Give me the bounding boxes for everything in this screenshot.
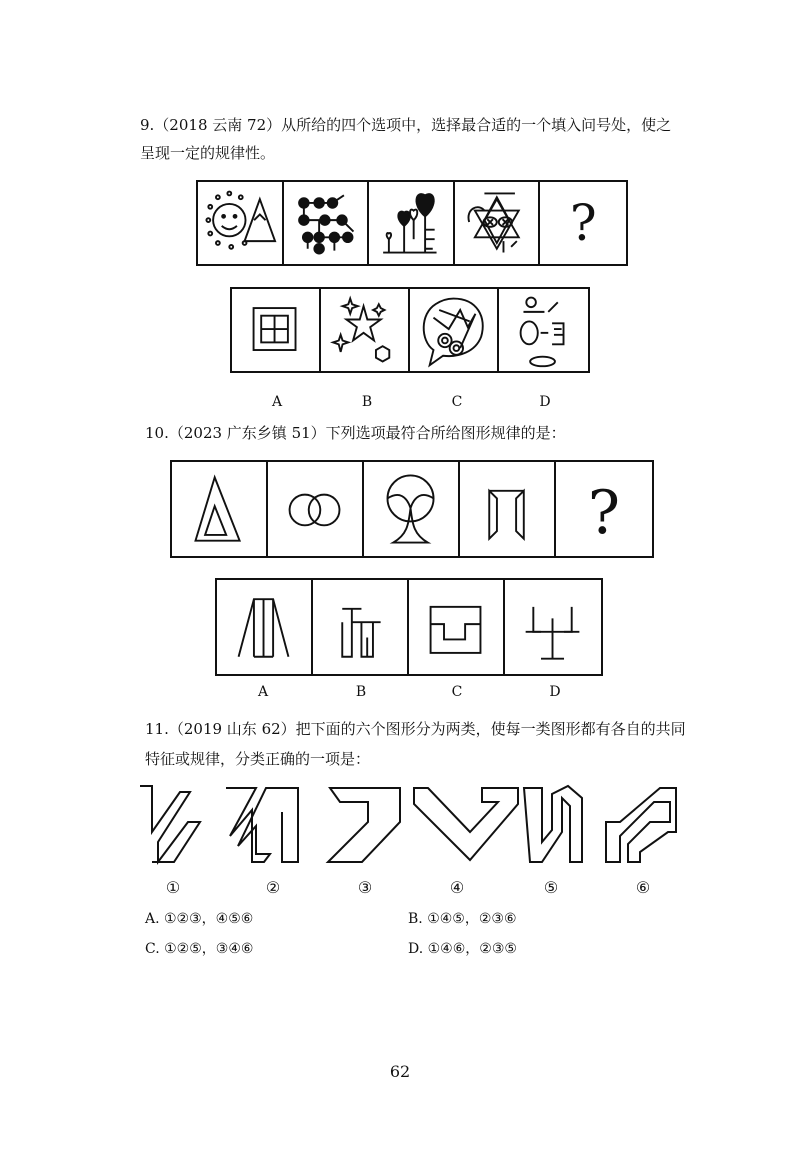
cup-cross-icon [505, 580, 601, 674]
q10-fig-nested-triangles [172, 462, 268, 556]
q9-option-label-d[interactable]: D [539, 394, 551, 410]
q9-options-row [230, 287, 590, 373]
abstract-shapes-icon [499, 289, 588, 371]
q10-option-b-figure[interactable] [313, 580, 409, 674]
square-wave-box-icon [409, 580, 503, 674]
q10-stem: 10.（2023 广东乡镇 51）下列选项最符合所给图形规律的是： [145, 424, 566, 442]
q9-option-label-a[interactable]: A [271, 394, 283, 410]
speech-bubble-circles-icon [410, 289, 497, 371]
dot-network-icon [284, 182, 368, 264]
q11-option-d[interactable]: D. ①④⑥，②③⑤ [408, 941, 517, 957]
page-number: 62 [389, 1062, 411, 1081]
q11-six-figures [130, 782, 690, 874]
q11-option-c[interactable]: C. ①②⑤，③④⑥ [145, 941, 254, 957]
question-mark: ? [587, 478, 621, 548]
q9-option-a-figure[interactable] [232, 289, 321, 371]
q9-fig-hearts-flowers [369, 182, 455, 264]
q11-figure-label-6: ⑥ [635, 878, 651, 897]
heart-flower-icon [369, 182, 453, 264]
q10-option-label-a[interactable]: A [257, 684, 269, 700]
q9-option-label-b[interactable]: B [361, 394, 373, 410]
stars-hexagon-icon [321, 289, 408, 371]
q10-fig-bracket-columns [460, 462, 556, 556]
q11-figure-label-5: ⑤ [543, 878, 559, 897]
q11-figure-2 [226, 788, 298, 862]
star-face-icon [455, 182, 539, 264]
q10-option-d-figure[interactable] [505, 580, 601, 674]
q9-option-label-c[interactable]: C [451, 394, 463, 410]
q11-figure-5 [524, 786, 582, 862]
q10-option-label-d[interactable]: D [549, 684, 561, 700]
q10-option-label-b[interactable]: B [355, 684, 367, 700]
q9-stem-line1: 9.（2018 云南 72）从所给的四个选项中，选择最合适的一个填入问号处，使之 [140, 116, 672, 134]
q11-figure-1 [140, 786, 200, 862]
overlapping-circles-icon [268, 462, 362, 556]
q11-option-a[interactable]: A. ①②③，④⑤⑥ [145, 911, 254, 927]
q10-option-label-c[interactable]: C [451, 684, 463, 700]
q11-stem-line2: 特征或规律，分类正确的一项是： [145, 750, 371, 768]
sun-mountain-icon [198, 182, 282, 264]
q9-fig-dots-network [284, 182, 370, 264]
q10-option-c-figure[interactable] [409, 580, 505, 674]
q11-stem-line1: 11.（2019 山东 62）把下面的六个图形分为两类，使每一类图形都有各自的共同 [145, 720, 686, 738]
question-mark: ? [569, 194, 597, 252]
nested-triangle-icon [172, 462, 266, 556]
q10-sequence-row [170, 460, 654, 558]
q9-fig-star-eyes [455, 182, 541, 264]
q11-option-b[interactable]: B. ①④⑤，②③⑥ [408, 911, 517, 927]
q9-sequence-row [196, 180, 628, 266]
q9-unknown-cell [540, 182, 626, 264]
goblet-circle-icon [364, 462, 458, 556]
q11-figure-label-3: ③ [357, 878, 373, 897]
q10-unknown-cell [556, 462, 652, 556]
step-columns-icon [313, 580, 407, 674]
q10-fig-overlapping-circles [268, 462, 364, 556]
q11-figure-label-4: ④ [449, 878, 465, 897]
q11-figure-label-2: ② [265, 878, 281, 897]
q9-stem-line2: 呈现一定的规律性。 [140, 144, 276, 162]
q11-figure-label-1: ① [165, 878, 181, 897]
q11-figure-4 [414, 788, 518, 860]
q9-option-b-figure[interactable] [321, 289, 410, 371]
q10-option-a-figure[interactable] [217, 580, 313, 674]
nested-square-grid-icon [232, 289, 319, 371]
q10-options-row [215, 578, 603, 676]
q11-figure-3 [328, 788, 400, 862]
q9-option-d-figure[interactable] [499, 289, 588, 371]
trapezoid-bars-icon [217, 580, 311, 674]
q11-figure-6 [606, 788, 676, 862]
q10-fig-goblet [364, 462, 460, 556]
bracket-columns-icon [460, 462, 554, 556]
q9-option-c-figure[interactable] [410, 289, 499, 371]
q9-fig-sun-mountain [198, 182, 284, 264]
